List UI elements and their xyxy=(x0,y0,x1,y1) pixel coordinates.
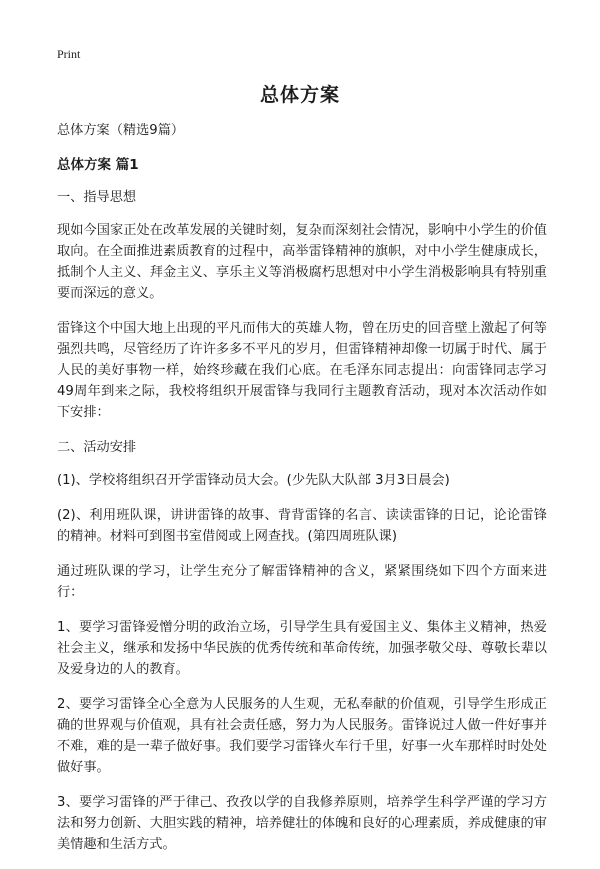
paragraph-4: (2)、利用班队课，讲讲雷锋的故事、背背雷锋的名言、读读雷锋的日记，论论雷锋的精神。材料可到图书室借阅或上网查找。(第四周班队课) xyxy=(57,508,547,544)
print-link[interactable]: Print xyxy=(57,47,81,61)
section-title: 总体方案 篇1 xyxy=(57,157,139,173)
document-subtitle: 总体方案（精选9篇） xyxy=(57,123,185,138)
document-body xyxy=(57,120,547,869)
paragraph-8: 3、要学习雷锋的严于律己、孜孜以学的自我修养原则，培养学生科学严谨的学习方法和努力创新、大胆实践的精神，培养健壮的体魄和良好的心理素质，养成健康的审美情趣和生活方式。 xyxy=(57,795,547,852)
paragraph-3: (1)、学校将组织召开学雷锋动员大会。(少先队大队部 3月3日晨会) xyxy=(57,473,450,488)
paragraph-6: 1、要学习雷锋爱憎分明的政治立场，引导学生具有爱国主义、集体主义精神，热爱社会主义，继承和发扬中华民族的优秀传统和革命传统，加强孝敬父母、尊敬长辈以及爱身边的人的教育。 xyxy=(57,620,547,677)
paragraph-5: 通过班队课的学习，让学生充分了解雷锋精神的含义，紧紧围绕如下四个方面来进行： xyxy=(57,564,547,600)
document-title: 总体方案 xyxy=(259,84,340,106)
paragraph-7: 2、要学习雷锋全心全意为人民服务的人生观，无私奉献的价值观，引导学生形成正确的世界观与价值观，具有社会责任感，努力为人民服务。雷锋说过人做一件好事并不难，难的是一辈子做好事。我们要学习雷锋火车行千里，好事一火车那样时时处处做好事。 xyxy=(57,697,547,775)
heading-guiding-ideology: 一、指导思想 xyxy=(57,190,137,205)
heading-activity-arrangement: 二、活动安排 xyxy=(57,440,137,455)
paragraph-2: 雷锋这个中国大地上出现的平凡而伟大的英雄人物，曾在历史的回音壁上激起了何等强烈共鸣，尽管经历了许许多多不平凡的岁月，但雷锋精神却像一切属于时代、属于人民的美好事物一样，始终珍藏在我们心底。在毛泽东同志提出：向雷锋同志学习49周年到来之际，我校将组织开展雷锋与我同行主题教育活动，现对本次活动作如下安排： xyxy=(57,321,547,420)
paragraph-1: 现如今国家正处在改革发展的关键时刻，复杂而深刻社会情况，影响中小学生的价值取向。在全面推进素质教育的过程中，高举雷锋精神的旗帜，对中小学生健康成长，抵制个人主义、拜金主义、享乐主义等消极腐朽思想对中小学生消极影响具有特别重要而深远的意义。 xyxy=(57,223,547,301)
